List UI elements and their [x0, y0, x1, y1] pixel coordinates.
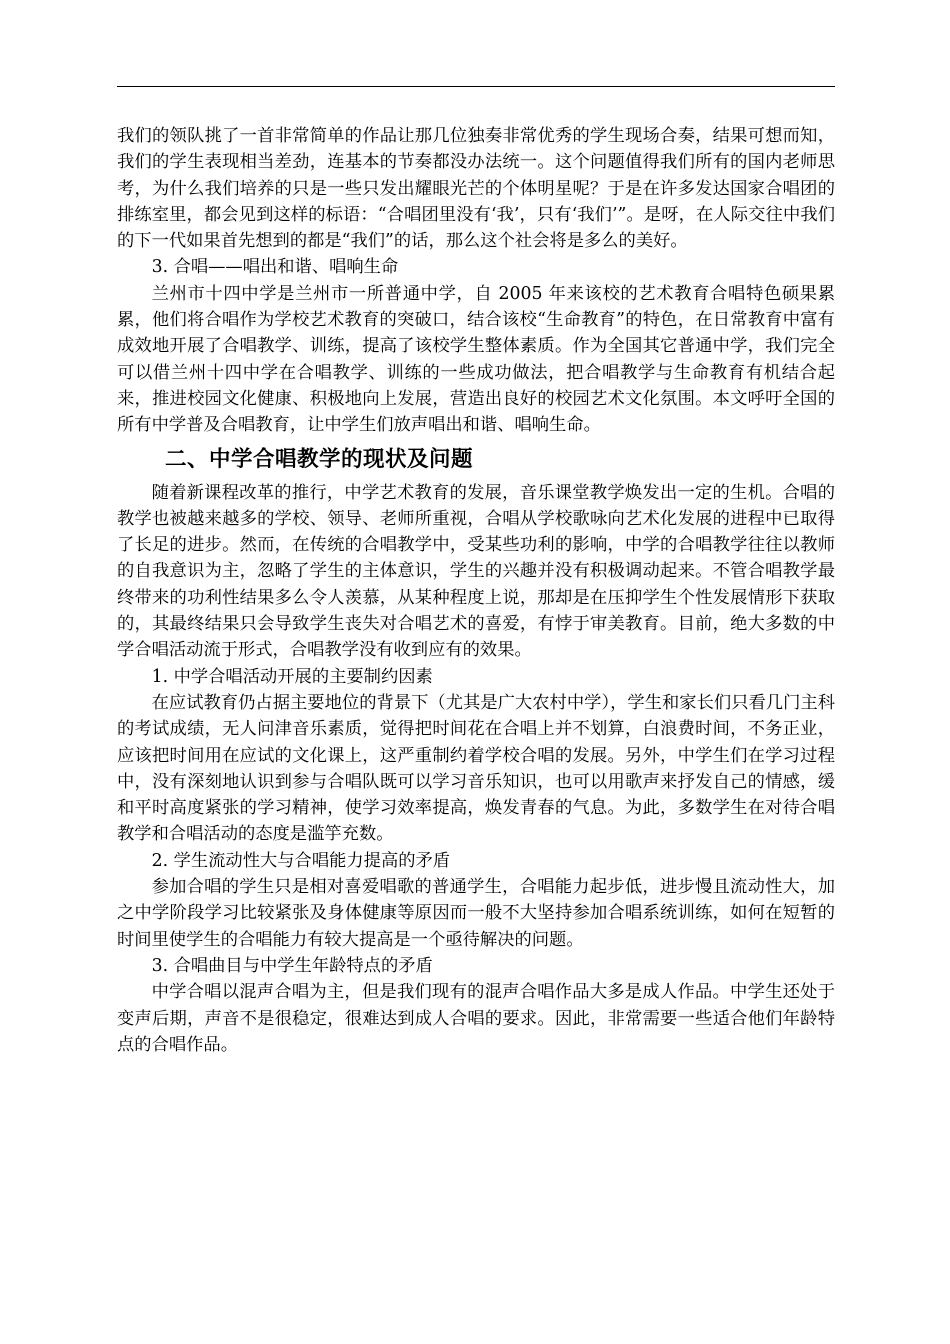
paragraph-student-mobility: 参加合唱的学生只是相对喜爱唱歌的普通学生，合唱能力起步低，进步慢且流动性大，加之中学阶段学习比较紧张及身体健康等原因而一般不大坚持参加合唱系统训练，如何在短暂的时间里使学生的合唱能力有较大提高是一个亟待解决的问题。 [117, 877, 835, 950]
section-heading-2: 二、中学合唱教学的现状及问题 [165, 446, 474, 472]
subheading-3-repertoire: 3. 合唱曲目与中学生年龄特点的矛盾 [151, 955, 433, 976]
paragraph-repertoire: 中学合唱以混声合唱为主，但是我们现有的混声合唱作品大多是成人作品。中学生还处于变声后期，声音不是很稳定，很难达到成人合唱的要求。因此，非常需要一些适合他们年龄特点的合唱作品。 [117, 982, 835, 1055]
paragraph-exam-education: 在应试教育仍占据主要地位的背景下（尤其是广大农村中学），学生和家长们只看几门主科的考试成绩，无人问津音乐素质，觉得把时间花在合唱上并不划算，白浪费时间，不务正业，应该把时间用在应试的文化课上，这严重制约着学校合唱的发展。另外，中学生们在学习过程中，没有深刻地认识到参与合唱队既可以学习音乐知识，也可以用歌声来抒发自己的情感，缓和平时高度紧张的学习精神，使学习效率提高，焕发青春的气息。为此，多数学生在对待合唱教学和合唱活动的态度是滥竽充数。 [117, 692, 835, 845]
document-body [117, 123, 835, 1058]
subheading-2-mobility: 2. 学生流动性大与合唱能力提高的矛盾 [151, 850, 451, 871]
paragraph-current-status: 随着新课程改革的推行，中学艺术教育的发展，音乐课堂教学焕发出一定的生机。合唱的教学也被越来越多的学校、领导、老师所重视，合唱从学校歌咏向艺术化发展的进程中已取得了长足的进步。然而，在传统的合唱教学中，受某些功利的影响，中学的合唱教学往往以教师的自我意识为主，忽略了学生的主体意识，学生的兴趣并没有积极调动起来。不管合唱教学最终带来的功利性结果多么令人羡慕，从某种程度上说，那却是在压抑学生个性发展情形下获取的，其最终结果只会导致学生丧失对合唱艺术的喜爱，有悖于审美教育。目前，绝大多数的中学合唱活动流于形式，合唱教学没有收到应有的效果。 [117, 482, 835, 661]
header-rule [117, 86, 835, 87]
subheading-1-constraints: 1. 中学合唱活动开展的主要制约因素 [151, 666, 433, 687]
paragraph-continuation: 我们的领队挑了一首非常简单的作品让那几位独奏非常优秀的学生现场合奏，结果可想而知，我们的学生表现相当差劲，连基本的节奏都没办法统一。这个问题值得我们所有的国内老师思考，为什么我们培养的只是一些只发出耀眼光芒的个体明星呢？于是在许多发达国家合唱团的排练室里，都会见到这样的标语：“合唱团里没有‘我’，只有‘我们’”。是呀，在人际交往中我们的下一代如果首先想到的都是“我们”的话，那么这个社会将是多么的美好。 [117, 126, 835, 252]
paragraph-lanzhou-school: 兰州市十四中学是兰州市一所普通中学，自 2005 年来该校的艺术教育合唱特色硕果累累，他们将合唱作为学校艺术教育的突破口，结合该校“生命教育”的特色，在日常教育中富有成效地开展了合唱教学、训练，提高了该校学生整体素质。作为全国其它普通中学，我们完全可以借兰州十四中学在合唱教学、训练的一些成功做法，把合唱教学与生命教育有机结合起来，推进校园文化健康、积极地向上发展，营造出良好的校园艺术文化氛围。本文呼吁全国的所有中学普及合唱教育，让中学生们放声唱出和谐、唱响生命。 [117, 283, 835, 436]
subheading-3-harmony: 3. 合唱——唱出和谐、唱响生命 [151, 257, 399, 278]
